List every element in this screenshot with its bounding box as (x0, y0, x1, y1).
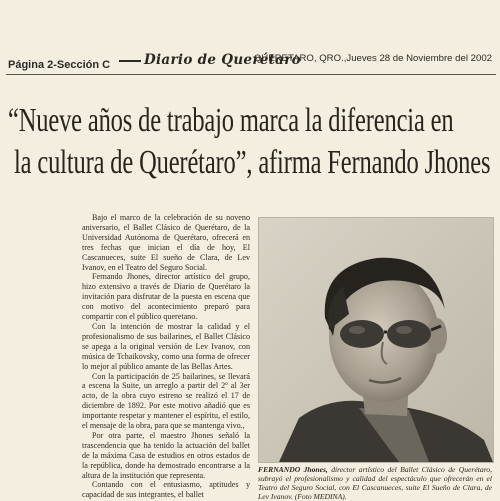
headline-line-2: la cultura de Querétaro”, afirma Fernando Jhones (14, 144, 491, 181)
article-paragraph: Con la intención de mostrar la calidad y el profesionalismo de sus bailarines, el Ballet Clásico se apega a la original versión de Lev Ivanov, con música de Tchaikovsky, como una forma de ofrecer lo mejor al público amante de las Bellas Artes. (82, 321, 250, 371)
masthead-rule (119, 60, 141, 62)
caption-text: director artístico del Ballet Clásico de Querétaro, subrayó el profesionalismo y calidad del espectáculo que ofrecerán en el Teatro del Seguro Social, con El Cascanueces, suite El Sueño de Clara, de Lev Ivanov. (Foto MEDINA). (258, 465, 492, 501)
article-headline (8, 100, 494, 184)
article-paragraph: Con la participación de 25 bailarines, se llevará a escena la Suite, un arreglo a partir del 2º al 3er acto, de la obra cuyo estreno se realizó el 17 de diciembre de 1892. Por este motivo añadió que es importante respetar y mantener el espíritu, el estilo, el mensaje de la obra, para que se mantenga vivo., (82, 371, 250, 431)
portrait-illustration (259, 218, 493, 462)
dateline: QUERETARO, QRO.,Jueves 28 de Noviembre del 2002 (253, 53, 492, 64)
article-paragraph: Contando con el entusiasmo, aptitudes y capacidad de sus integrantes, el ballet (82, 480, 250, 500)
section-label: Página 2-Sección C (8, 59, 111, 71)
article-paragraph: Fernando Jhones, director artístico del grupo, hizo extensivo a través de Diario de Querétaro la invitación para disfrutar de la puesta en escena que con motivo del acontecimiento preparó para compartir con el público queretano. (82, 272, 250, 322)
page-header (6, 50, 496, 72)
headline-line-1: “Nueve años de trabajo marca la diferencia en (8, 102, 454, 139)
article-paragraph: Bajo el marco de la celebración de su noveno aniversario, el Ballet Clásico de Querétaro, de la Universidad Autónoma de Querétaro, ofrecerá en tres fechas que inician el día de hoy, El Cascanueces, suite El sueño de Clara, de Lev Ivanov, en el Teatro del Seguro Social. (82, 213, 250, 272)
header-divider (6, 74, 496, 75)
caption-lead: FERNANDO Jhones, (258, 465, 328, 474)
portrait-photo (258, 217, 494, 463)
photo-caption (258, 465, 492, 501)
article-paragraph: Por otra parte, el maestro Jhones señaló la trascendencia que ha tenido la actuación del ballet de la máxima Casa de estudios en otros estados de la república, donde ha demostrado encontrarse a la altura de la institución que representa. (82, 430, 250, 480)
newspaper-masthead: Diario de Querétaro (144, 52, 301, 68)
article-body (82, 213, 250, 500)
